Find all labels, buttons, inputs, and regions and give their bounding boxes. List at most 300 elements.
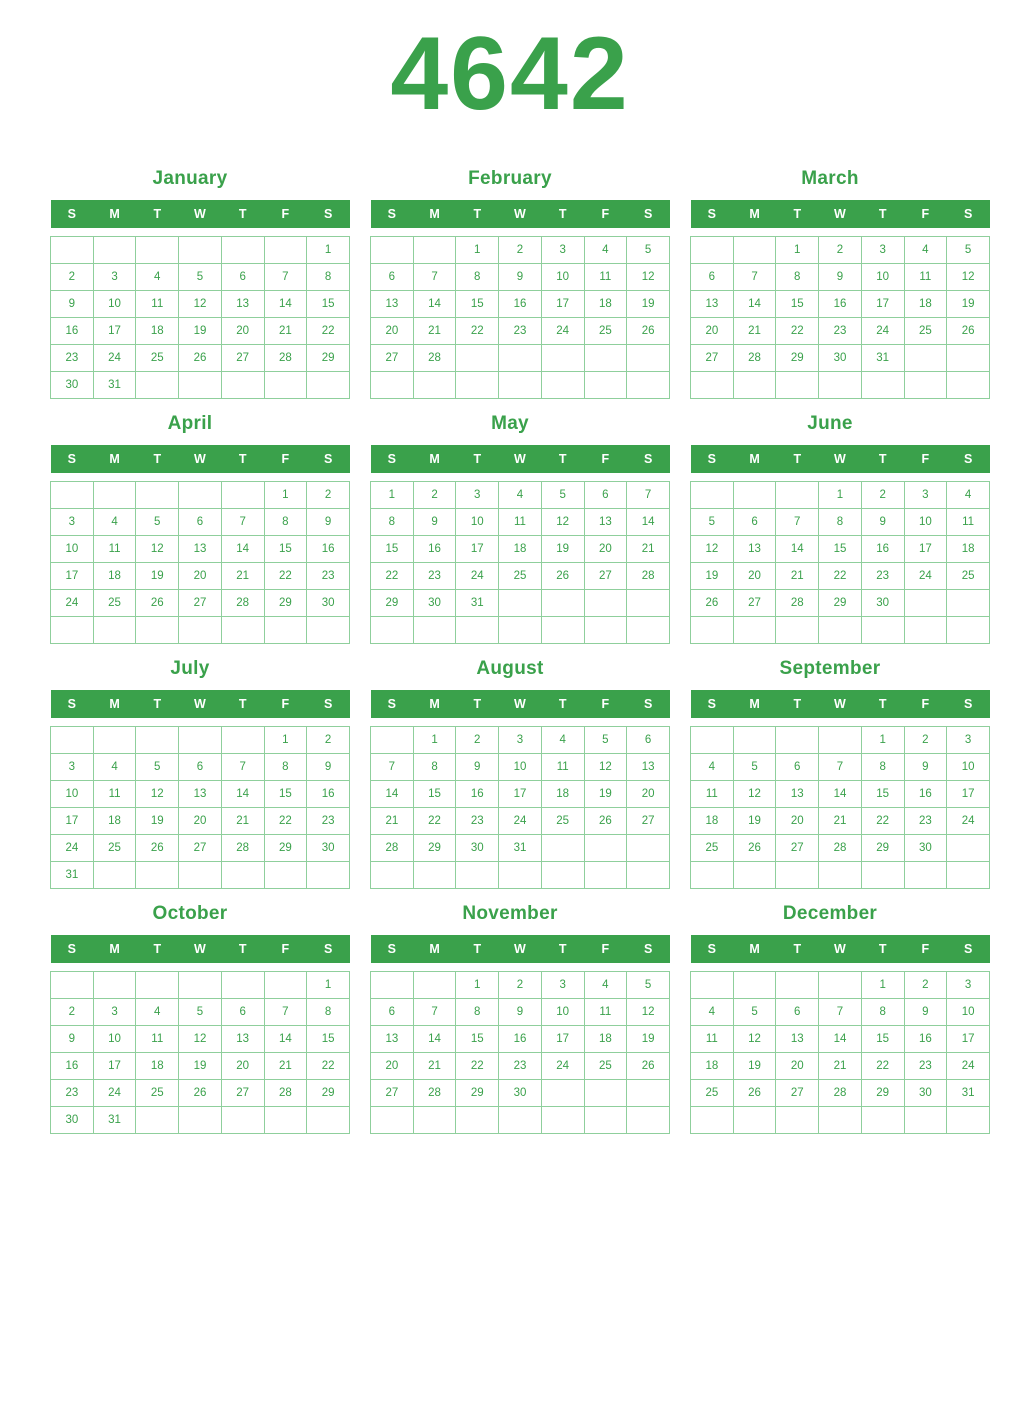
day-cell[interactable]: 18 [499,536,542,563]
day-cell[interactable]: 8 [264,754,307,781]
day-cell[interactable]: 26 [627,1053,670,1080]
day-cell[interactable]: 30 [51,372,94,399]
day-cell[interactable]: 20 [371,1053,414,1080]
day-cell[interactable]: 11 [691,781,734,808]
day-cell[interactable]: 2 [499,237,542,264]
day-cell[interactable]: 29 [307,345,350,372]
day-cell[interactable]: 17 [541,1026,584,1053]
day-cell[interactable]: 6 [221,999,264,1026]
day-cell[interactable]: 10 [456,509,499,536]
day-cell[interactable]: 24 [947,1053,990,1080]
day-cell[interactable]: 22 [264,808,307,835]
day-cell[interactable]: 7 [221,509,264,536]
day-cell[interactable]: 22 [819,563,862,590]
day-cell[interactable]: 24 [861,318,904,345]
day-cell[interactable]: 17 [51,563,94,590]
day-cell[interactable]: 31 [51,862,94,889]
day-cell[interactable]: 9 [51,1026,94,1053]
day-cell[interactable]: 23 [904,808,947,835]
day-cell[interactable]: 31 [947,1080,990,1107]
day-cell[interactable]: 5 [947,237,990,264]
day-cell[interactable]: 24 [541,1053,584,1080]
day-cell[interactable]: 20 [371,318,414,345]
day-cell[interactable]: 4 [584,237,627,264]
day-cell[interactable]: 8 [413,754,456,781]
day-cell[interactable]: 6 [584,482,627,509]
day-cell[interactable]: 26 [691,590,734,617]
day-cell[interactable]: 19 [627,291,670,318]
day-cell[interactable]: 11 [691,1026,734,1053]
day-cell[interactable]: 27 [627,808,670,835]
day-cell[interactable]: 9 [499,264,542,291]
day-cell[interactable]: 25 [691,1080,734,1107]
day-cell[interactable]: 15 [456,1026,499,1053]
day-cell[interactable]: 5 [627,972,670,999]
day-cell[interactable]: 13 [776,1026,819,1053]
day-cell[interactable]: 19 [691,563,734,590]
day-cell[interactable]: 8 [456,264,499,291]
day-cell[interactable]: 17 [947,781,990,808]
day-cell[interactable]: 29 [371,590,414,617]
day-cell[interactable]: 30 [861,590,904,617]
day-cell[interactable]: 12 [136,536,179,563]
day-cell[interactable]: 15 [307,1026,350,1053]
day-cell[interactable]: 30 [904,835,947,862]
day-cell[interactable]: 4 [93,754,136,781]
day-cell[interactable]: 26 [733,1080,776,1107]
day-cell[interactable]: 19 [627,1026,670,1053]
day-cell[interactable]: 31 [93,372,136,399]
day-cell[interactable]: 3 [541,972,584,999]
day-cell[interactable]: 28 [221,590,264,617]
day-cell[interactable]: 3 [456,482,499,509]
day-cell[interactable]: 2 [51,999,94,1026]
day-cell[interactable]: 22 [371,563,414,590]
day-cell[interactable]: 18 [93,563,136,590]
day-cell[interactable]: 26 [627,318,670,345]
day-cell[interactable]: 8 [307,264,350,291]
day-cell[interactable]: 10 [947,754,990,781]
day-cell[interactable]: 24 [51,835,94,862]
day-cell[interactable]: 31 [456,590,499,617]
day-cell[interactable]: 15 [861,781,904,808]
day-cell[interactable]: 8 [861,999,904,1026]
day-cell[interactable]: 17 [947,1026,990,1053]
day-cell[interactable]: 12 [947,264,990,291]
day-cell[interactable]: 8 [861,754,904,781]
day-cell[interactable]: 17 [861,291,904,318]
day-cell[interactable]: 28 [413,1080,456,1107]
day-cell[interactable]: 13 [627,754,670,781]
day-cell[interactable]: 6 [776,999,819,1026]
day-cell[interactable]: 30 [456,835,499,862]
day-cell[interactable]: 20 [584,536,627,563]
day-cell[interactable]: 30 [307,835,350,862]
day-cell[interactable]: 4 [947,482,990,509]
day-cell[interactable]: 8 [307,999,350,1026]
day-cell[interactable]: 2 [413,482,456,509]
day-cell[interactable]: 17 [51,808,94,835]
day-cell[interactable]: 13 [179,781,222,808]
day-cell[interactable]: 24 [499,808,542,835]
day-cell[interactable]: 20 [733,563,776,590]
day-cell[interactable]: 17 [499,781,542,808]
day-cell[interactable]: 7 [776,509,819,536]
day-cell[interactable]: 25 [93,835,136,862]
day-cell[interactable]: 18 [584,291,627,318]
day-cell[interactable]: 1 [307,237,350,264]
day-cell[interactable]: 14 [371,781,414,808]
day-cell[interactable]: 23 [413,563,456,590]
day-cell[interactable]: 23 [499,1053,542,1080]
day-cell[interactable]: 6 [371,264,414,291]
day-cell[interactable]: 22 [413,808,456,835]
day-cell[interactable]: 16 [413,536,456,563]
day-cell[interactable]: 5 [627,237,670,264]
day-cell[interactable]: 17 [904,536,947,563]
day-cell[interactable]: 17 [541,291,584,318]
day-cell[interactable]: 16 [307,781,350,808]
day-cell[interactable]: 3 [51,509,94,536]
day-cell[interactable]: 31 [499,835,542,862]
day-cell[interactable]: 19 [733,1053,776,1080]
day-cell[interactable]: 11 [93,781,136,808]
day-cell[interactable]: 3 [861,237,904,264]
day-cell[interactable]: 4 [541,727,584,754]
day-cell[interactable]: 3 [541,237,584,264]
day-cell[interactable]: 12 [691,536,734,563]
day-cell[interactable]: 19 [541,536,584,563]
day-cell[interactable]: 18 [691,808,734,835]
day-cell[interactable]: 18 [93,808,136,835]
day-cell[interactable]: 6 [179,754,222,781]
day-cell[interactable]: 25 [541,808,584,835]
day-cell[interactable]: 23 [861,563,904,590]
day-cell[interactable]: 18 [541,781,584,808]
day-cell[interactable]: 15 [264,781,307,808]
day-cell[interactable]: 10 [51,536,94,563]
day-cell[interactable]: 2 [861,482,904,509]
day-cell[interactable]: 7 [371,754,414,781]
day-cell[interactable]: 29 [776,345,819,372]
day-cell[interactable]: 16 [499,291,542,318]
day-cell[interactable]: 27 [691,345,734,372]
day-cell[interactable]: 15 [371,536,414,563]
day-cell[interactable]: 3 [947,972,990,999]
day-cell[interactable]: 24 [904,563,947,590]
day-cell[interactable]: 25 [584,1053,627,1080]
day-cell[interactable]: 20 [221,1053,264,1080]
day-cell[interactable]: 20 [776,1053,819,1080]
day-cell[interactable]: 7 [264,999,307,1026]
day-cell[interactable]: 27 [776,1080,819,1107]
day-cell[interactable]: 11 [499,509,542,536]
day-cell[interactable]: 9 [904,754,947,781]
day-cell[interactable]: 9 [819,264,862,291]
day-cell[interactable]: 6 [691,264,734,291]
day-cell[interactable]: 1 [264,482,307,509]
day-cell[interactable]: 28 [819,1080,862,1107]
day-cell[interactable]: 15 [413,781,456,808]
day-cell[interactable]: 31 [93,1107,136,1134]
day-cell[interactable]: 11 [584,264,627,291]
day-cell[interactable]: 21 [221,808,264,835]
day-cell[interactable]: 9 [307,754,350,781]
day-cell[interactable]: 16 [861,536,904,563]
day-cell[interactable]: 9 [904,999,947,1026]
day-cell[interactable]: 8 [776,264,819,291]
day-cell[interactable]: 12 [584,754,627,781]
day-cell[interactable]: 3 [93,264,136,291]
day-cell[interactable]: 10 [541,999,584,1026]
day-cell[interactable]: 20 [627,781,670,808]
day-cell[interactable]: 3 [904,482,947,509]
day-cell[interactable]: 25 [136,1080,179,1107]
day-cell[interactable]: 1 [264,727,307,754]
day-cell[interactable]: 28 [733,345,776,372]
day-cell[interactable]: 21 [371,808,414,835]
day-cell[interactable]: 11 [904,264,947,291]
day-cell[interactable]: 18 [136,1053,179,1080]
day-cell[interactable]: 29 [413,835,456,862]
day-cell[interactable]: 7 [221,754,264,781]
day-cell[interactable]: 13 [733,536,776,563]
day-cell[interactable]: 9 [51,291,94,318]
day-cell[interactable]: 23 [904,1053,947,1080]
day-cell[interactable]: 28 [264,1080,307,1107]
day-cell[interactable]: 14 [413,1026,456,1053]
day-cell[interactable]: 14 [221,536,264,563]
day-cell[interactable]: 28 [413,345,456,372]
day-cell[interactable]: 2 [456,727,499,754]
day-cell[interactable]: 30 [819,345,862,372]
day-cell[interactable]: 11 [136,1026,179,1053]
day-cell[interactable]: 28 [819,835,862,862]
day-cell[interactable]: 22 [307,318,350,345]
day-cell[interactable]: 22 [861,1053,904,1080]
day-cell[interactable]: 7 [627,482,670,509]
day-cell[interactable]: 13 [584,509,627,536]
day-cell[interactable]: 12 [179,1026,222,1053]
day-cell[interactable]: 24 [93,345,136,372]
day-cell[interactable]: 5 [733,999,776,1026]
day-cell[interactable]: 7 [413,999,456,1026]
day-cell[interactable]: 6 [371,999,414,1026]
day-cell[interactable]: 14 [819,1026,862,1053]
day-cell[interactable]: 28 [264,345,307,372]
day-cell[interactable]: 30 [904,1080,947,1107]
day-cell[interactable]: 26 [136,590,179,617]
day-cell[interactable]: 5 [541,482,584,509]
day-cell[interactable]: 10 [947,999,990,1026]
day-cell[interactable]: 10 [861,264,904,291]
day-cell[interactable]: 16 [499,1026,542,1053]
day-cell[interactable]: 6 [179,509,222,536]
day-cell[interactable]: 23 [51,345,94,372]
day-cell[interactable]: 3 [51,754,94,781]
day-cell[interactable]: 19 [136,808,179,835]
day-cell[interactable]: 2 [499,972,542,999]
day-cell[interactable]: 16 [51,318,94,345]
day-cell[interactable]: 27 [584,563,627,590]
day-cell[interactable]: 7 [819,999,862,1026]
day-cell[interactable]: 27 [371,1080,414,1107]
day-cell[interactable]: 15 [819,536,862,563]
day-cell[interactable]: 17 [93,318,136,345]
day-cell[interactable]: 18 [136,318,179,345]
day-cell[interactable]: 16 [904,1026,947,1053]
day-cell[interactable]: 2 [307,727,350,754]
day-cell[interactable]: 26 [541,563,584,590]
day-cell[interactable]: 14 [264,291,307,318]
day-cell[interactable]: 3 [499,727,542,754]
day-cell[interactable]: 23 [456,808,499,835]
day-cell[interactable]: 13 [371,1026,414,1053]
day-cell[interactable]: 22 [456,318,499,345]
day-cell[interactable]: 29 [819,590,862,617]
day-cell[interactable]: 21 [413,318,456,345]
day-cell[interactable]: 15 [307,291,350,318]
day-cell[interactable]: 27 [221,1080,264,1107]
day-cell[interactable]: 4 [93,509,136,536]
day-cell[interactable]: 4 [584,972,627,999]
day-cell[interactable]: 10 [499,754,542,781]
day-cell[interactable]: 27 [776,835,819,862]
day-cell[interactable]: 13 [776,781,819,808]
day-cell[interactable]: 27 [179,590,222,617]
day-cell[interactable]: 23 [499,318,542,345]
day-cell[interactable]: 19 [584,781,627,808]
day-cell[interactable]: 6 [733,509,776,536]
day-cell[interactable]: 23 [307,808,350,835]
day-cell[interactable]: 21 [413,1053,456,1080]
day-cell[interactable]: 1 [861,727,904,754]
day-cell[interactable]: 15 [861,1026,904,1053]
day-cell[interactable]: 2 [307,482,350,509]
day-cell[interactable]: 27 [221,345,264,372]
day-cell[interactable]: 13 [179,536,222,563]
day-cell[interactable]: 2 [904,972,947,999]
day-cell[interactable]: 27 [179,835,222,862]
day-cell[interactable]: 5 [584,727,627,754]
day-cell[interactable]: 13 [221,1026,264,1053]
day-cell[interactable]: 11 [947,509,990,536]
day-cell[interactable]: 5 [136,509,179,536]
day-cell[interactable]: 25 [584,318,627,345]
day-cell[interactable]: 15 [456,291,499,318]
day-cell[interactable]: 9 [499,999,542,1026]
day-cell[interactable]: 14 [819,781,862,808]
day-cell[interactable]: 22 [264,563,307,590]
day-cell[interactable]: 10 [51,781,94,808]
day-cell[interactable]: 1 [307,972,350,999]
day-cell[interactable]: 3 [947,727,990,754]
day-cell[interactable]: 18 [947,536,990,563]
day-cell[interactable]: 14 [221,781,264,808]
day-cell[interactable]: 16 [51,1053,94,1080]
day-cell[interactable]: 11 [136,291,179,318]
day-cell[interactable]: 23 [819,318,862,345]
day-cell[interactable]: 25 [904,318,947,345]
day-cell[interactable]: 21 [264,1053,307,1080]
day-cell[interactable]: 22 [307,1053,350,1080]
day-cell[interactable]: 22 [456,1053,499,1080]
day-cell[interactable]: 9 [456,754,499,781]
day-cell[interactable]: 31 [861,345,904,372]
day-cell[interactable]: 26 [179,345,222,372]
day-cell[interactable]: 28 [371,835,414,862]
day-cell[interactable]: 30 [413,590,456,617]
day-cell[interactable]: 30 [51,1107,94,1134]
day-cell[interactable]: 1 [776,237,819,264]
day-cell[interactable]: 29 [861,1080,904,1107]
day-cell[interactable]: 23 [51,1080,94,1107]
day-cell[interactable]: 12 [541,509,584,536]
day-cell[interactable]: 16 [904,781,947,808]
day-cell[interactable]: 5 [179,999,222,1026]
day-cell[interactable]: 29 [264,835,307,862]
day-cell[interactable]: 7 [819,754,862,781]
day-cell[interactable]: 19 [136,563,179,590]
day-cell[interactable]: 10 [541,264,584,291]
day-cell[interactable]: 21 [627,536,670,563]
day-cell[interactable]: 4 [904,237,947,264]
day-cell[interactable]: 25 [947,563,990,590]
day-cell[interactable]: 4 [691,754,734,781]
day-cell[interactable]: 30 [307,590,350,617]
day-cell[interactable]: 8 [371,509,414,536]
day-cell[interactable]: 21 [819,808,862,835]
day-cell[interactable]: 27 [371,345,414,372]
day-cell[interactable]: 18 [584,1026,627,1053]
day-cell[interactable]: 8 [819,509,862,536]
day-cell[interactable]: 13 [371,291,414,318]
day-cell[interactable]: 25 [691,835,734,862]
day-cell[interactable]: 13 [691,291,734,318]
day-cell[interactable]: 14 [733,291,776,318]
day-cell[interactable]: 6 [776,754,819,781]
day-cell[interactable]: 15 [264,536,307,563]
day-cell[interactable]: 20 [179,808,222,835]
day-cell[interactable]: 1 [819,482,862,509]
day-cell[interactable]: 29 [861,835,904,862]
day-cell[interactable]: 16 [456,781,499,808]
day-cell[interactable]: 19 [733,808,776,835]
day-cell[interactable]: 19 [947,291,990,318]
day-cell[interactable]: 12 [627,264,670,291]
day-cell[interactable]: 11 [584,999,627,1026]
day-cell[interactable]: 25 [136,345,179,372]
day-cell[interactable]: 10 [93,1026,136,1053]
day-cell[interactable]: 21 [819,1053,862,1080]
day-cell[interactable]: 25 [499,563,542,590]
day-cell[interactable]: 24 [456,563,499,590]
day-cell[interactable]: 25 [93,590,136,617]
day-cell[interactable]: 26 [136,835,179,862]
day-cell[interactable]: 17 [456,536,499,563]
day-cell[interactable]: 19 [179,1053,222,1080]
day-cell[interactable]: 15 [776,291,819,318]
day-cell[interactable]: 26 [179,1080,222,1107]
day-cell[interactable]: 12 [627,999,670,1026]
day-cell[interactable]: 22 [776,318,819,345]
day-cell[interactable]: 21 [221,563,264,590]
day-cell[interactable]: 14 [627,509,670,536]
day-cell[interactable]: 26 [947,318,990,345]
day-cell[interactable]: 26 [584,808,627,835]
day-cell[interactable]: 4 [691,999,734,1026]
day-cell[interactable]: 12 [733,781,776,808]
